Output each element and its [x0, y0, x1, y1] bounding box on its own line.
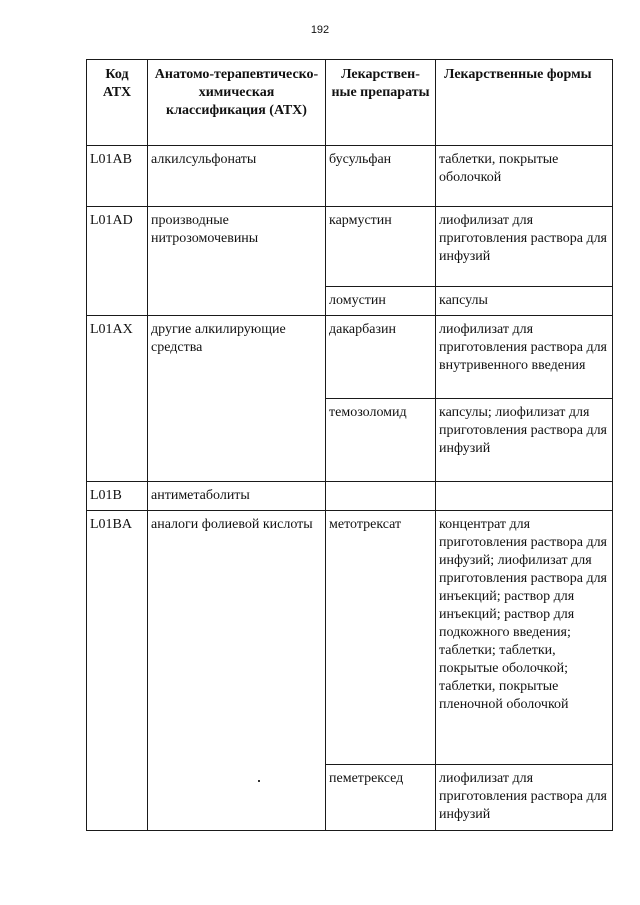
table-row	[87, 482, 613, 511]
classification-cell: антиметаболиты	[148, 482, 326, 511]
atc-code-cell: L01AX	[87, 316, 148, 482]
dosage-forms-cell: таблетки, покрытые оболочкой	[436, 146, 613, 207]
table-row	[87, 146, 613, 207]
drug-name-cell: метотрексат	[326, 511, 436, 765]
drug-name-cell: кармустин	[326, 207, 436, 287]
header-classification: Анатомо-терапевтическо-химическая классификация (АТХ)	[148, 60, 326, 146]
table-row	[87, 316, 613, 399]
dosage-forms-cell: капсулы; лиофилизат для приготовления раствора для инфузий	[436, 399, 613, 482]
drug-name-cell: пеметрексед	[326, 765, 436, 831]
page-number: 192	[310, 24, 330, 36]
header-dosage-forms: Лекарственные формы	[436, 60, 613, 146]
dosage-forms-cell: лиофилизат для приготовления раствора для инфузий	[436, 765, 613, 831]
drug-name-cell: бусульфан	[326, 146, 436, 207]
drug-name-cell: дакарбазин	[326, 316, 436, 399]
classification-cell: аналоги фолиевой кислоты	[148, 511, 326, 831]
classification-cell: другие алкилирующие средства	[148, 316, 326, 482]
drug-name-cell: темозоломид	[326, 399, 436, 482]
header-atc-code: Код АТХ	[87, 60, 148, 146]
dosage-forms-cell: концентрат для приготовления раствора для инфузий; лиофилизат для приготовления раствора для инъекций; раствор для инъекций; раствор для подкожного введения; таблетки; таблетки, покрытые оболочкой; таблетки, покрытые пленочной оболочкой	[436, 511, 613, 765]
classification-cell: алкилсульфонаты	[148, 146, 326, 207]
stray-mark	[258, 780, 260, 782]
classification-cell: производные нитрозомочевины	[148, 207, 326, 316]
atc-code-cell: L01AD	[87, 207, 148, 316]
dosage-forms-cell	[436, 482, 613, 511]
drug-name-cell	[326, 482, 436, 511]
table-row	[87, 207, 613, 287]
drug-name-cell: ломустин	[326, 287, 436, 316]
atc-code-cell: L01B	[87, 482, 148, 511]
dosage-forms-cell: капсулы	[436, 287, 613, 316]
dosage-forms-cell: лиофилизат для приготовления раствора для инфузий	[436, 207, 613, 287]
header-drugs: Лекарствен-ные препараты	[326, 60, 436, 146]
dosage-forms-cell: лиофилизат для приготовления раствора для внутривенного введения	[436, 316, 613, 399]
atc-code-cell: L01AB	[87, 146, 148, 207]
atc-code-cell: L01BA	[87, 511, 148, 831]
atc-drug-table	[86, 59, 613, 831]
table-row	[87, 511, 613, 765]
